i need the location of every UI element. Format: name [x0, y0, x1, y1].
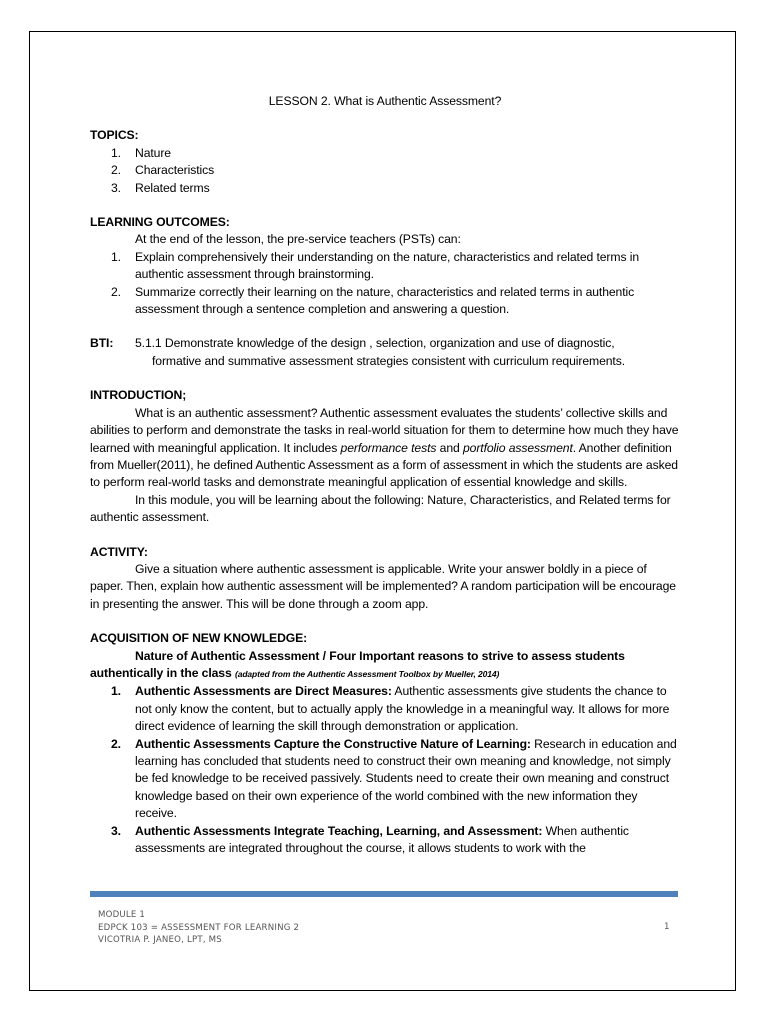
outcomes-intro: At the end of the lesson, the pre-service teachers (PSTs) can:	[135, 232, 461, 247]
footer-course: EDPCK 103 = ASSESSMENT FOR LEARNING 2	[98, 922, 300, 933]
page-number: 1	[664, 922, 670, 932]
source-note: (adapted from the Authentic Assessment Toolbox by Mueller, 2014)	[234, 668, 500, 679]
bti-block	[90, 335, 680, 352]
footer-rule	[90, 891, 678, 897]
introduction-paragraph-1: What is an authentic assessment? Authentic assessment evaluates the students’ collective skills and abilities to perform and demonstrate the tasks in real-world situation for them to determine how much they have learned with meaningful application. It includes performance tests and portfolio assessment. Another definition from Mueller(2011), he defined Authentic Assessment as a form of assessment in which the students are asked to perform real-world tasks and demonstrate meaningful application of essential knowledge and skills.	[90, 405, 679, 490]
introduction-heading: INTRODUCTION;	[90, 388, 187, 403]
list-item: 1. Nature	[111, 145, 171, 160]
introduction-paragraph-2: In this module, you will be learning about the following: Nature, Characteristics, and Related terms for authentic assessment.	[90, 492, 671, 525]
footer	[98, 909, 299, 947]
bti-line-1: 5.1.1 Demonstrate knowledge of the design , selection, organization and use of diagnostic,	[135, 336, 615, 351]
outcomes-list	[90, 249, 680, 319]
list-item: 3. Related terms	[111, 180, 210, 195]
list-item: 1. Authentic Assessments are Direct Measures: Authentic assessments give students the chance to not only know the content, but to actually apply the knowledge in a meaningful way. It allows for more direct evidence of learning the skill through demonstration or application.	[111, 684, 670, 734]
list-item: 2. Characteristics	[111, 163, 215, 178]
list-item: 2. Summarize correctly their learning on the nature, characteristics and related terms in authentic assessment through a sentence completion and answering a question.	[111, 284, 635, 317]
footer-author: VICOTRIA P. JANEO, LPT, MS	[98, 935, 222, 946]
acquisition-subheading: Nature of Authentic Assessment / Four Important reasons to strive to assess students authentically in the class (adapted from the Authentic Assessment Toolbox by Mueller, 2014)	[90, 648, 625, 680]
activity-heading: ACTIVITY:	[90, 544, 148, 559]
topics-heading: TOPICS:	[90, 128, 139, 143]
document-body	[90, 93, 680, 857]
list-item: 3. Authentic Assessments Integrate Teaching, Learning, and Assessment: When authentic assessments are integrated throughout the course, it allows students to work with the	[111, 823, 629, 856]
lesson-title: LESSON 2. What is Authentic Assessment?	[268, 94, 502, 108]
list-item: 2. Authentic Assessments Capture the Constructive Nature of Learning: Research in education and learning has concluded that students need to construct their own meaning and knowledge, not simply be fed knowledge to be received passively. Students need to create their own meaning and construct knowledge based on their own experience of the world combined with the new information they receive.	[111, 736, 677, 821]
outcomes-heading: LEARNING OUTCOMES:	[90, 215, 230, 230]
bti-line-2: formative and summative assessment strategies consistent with curriculum requirements.	[152, 353, 625, 368]
reasons-list	[90, 683, 680, 857]
footer-module: MODULE 1	[98, 910, 146, 920]
list-item: 1. Explain comprehensively their understanding on the nature, characteristics and related terms in authentic assessment through brainstorming.	[111, 249, 640, 282]
topics-list	[90, 145, 680, 197]
activity-paragraph: Give a situation where authentic assessment is applicable. Write your answer boldly in a piece of paper. Then, explain how authentic assessment will be implemented? A random participation will be encourage in presenting the answer. This will be done through a zoom app.	[90, 561, 676, 611]
acquisition-heading: ACQUISITION OF NEW KNOWLEDGE:	[90, 631, 308, 646]
bti-label: BTI:	[90, 336, 114, 351]
